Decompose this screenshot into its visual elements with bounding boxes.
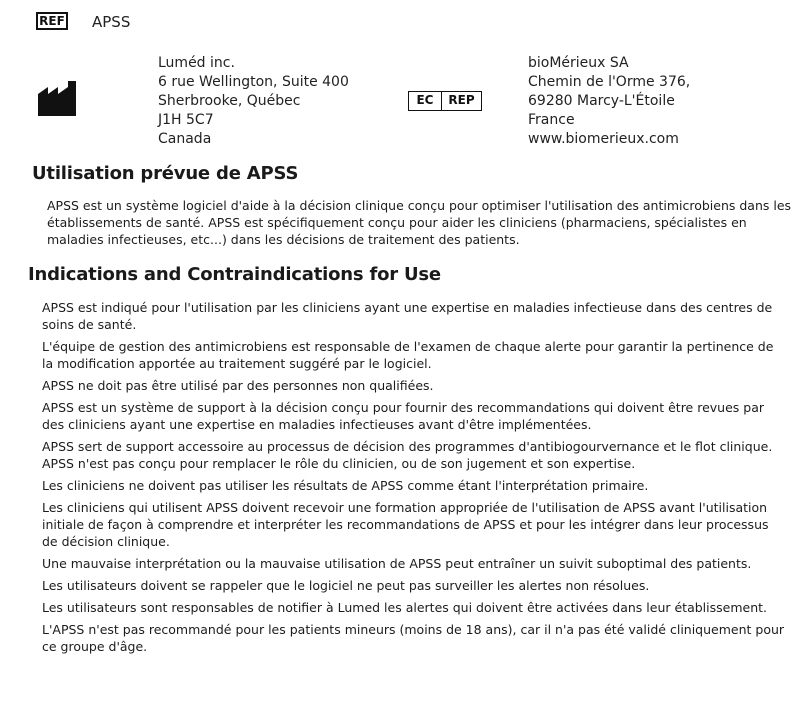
manufacturer-line: Canada — [158, 131, 212, 147]
ec-label: EC — [409, 92, 442, 110]
indication-item: APSS sert de support accessoire au processus de décision des programmes d'antibiogourvernance et le flot clinique. APSS n'est pas conçu pour remplacer le rôle du clinicien, ou de son jugement et son expertise. — [42, 439, 773, 471]
indication-item: L'équipe de gestion des antimicrobiens est responsable de l'examen de chaque alerte pour garantir la pertinence de la modification apportée au traitement suggéré par le logiciel. — [42, 339, 774, 371]
ref-value: APSS — [92, 13, 131, 31]
indication-item: APSS est un système de support à la décision conçu pour fournir des recommandations qui doivent être revues par des cliniciens ayant une expertise en maladies infectieuses avant d'être implémentées. — [42, 400, 765, 432]
rep-line: bioMérieux SA — [528, 55, 629, 71]
rep-line: France — [528, 112, 575, 128]
rep-line: Chemin de l'Orme 376, — [528, 74, 691, 90]
indication-item: Les cliniciens qui utilisent APSS doivent recevoir une formation appropriée de l'utilisation de APSS avant l'utilisation initiale de façon à comprendre et interpréter les recommandations de APSS et pour les intégrer dans leur processus de décision clinique. — [42, 500, 769, 549]
indication-item: Les utilisateurs sont responsables de notifier à Lumed les alertes qui doivent être activées dans leur établissement. — [42, 600, 767, 615]
indication-item: Les cliniciens ne doivent pas utiliser les résultats de APSS comme étant l'interprétation primaire. — [42, 478, 649, 493]
rep-label: REP — [448, 93, 475, 107]
ref-symbol: REF — [36, 12, 68, 30]
intended-use-heading: Utilisation prévue de APSS — [32, 163, 299, 184]
manufacturer-address — [158, 54, 349, 149]
indications-heading: Indications and Contraindications for Use — [28, 264, 441, 285]
intended-use-text: APSS est un système logiciel d'aide à la décision clinique conçu pour optimiser l'utilisation des antimicrobiens dans les établissements de santé. APSS est spécifiquement conçu pour aider les cliniciens (pharmaciens, spécialistes en maladies infectieuses, etc...) dans les décisions de traitement des patients. — [47, 198, 792, 247]
manufacturer-line: J1H 5C7 — [158, 112, 214, 128]
indications-list — [42, 299, 787, 660]
ec-rep-symbol — [408, 91, 482, 111]
factory-icon — [38, 81, 76, 116]
rep-website: www.biomerieux.com — [528, 131, 679, 147]
indication-item: APSS ne doit pas être utilisé par des personnes non qualifiées. — [42, 378, 434, 393]
indication-item: Une mauvaise interprétation ou la mauvaise utilisation de APSS peut entraîner un suivit suboptimal des patients. — [42, 556, 752, 571]
indication-item: L'APSS n'est pas recommandé pour les patients mineurs (moins de 18 ans), car il n'a pas été validé cliniquement pour ce groupe d'âge. — [42, 622, 785, 654]
indication-item: Les utilisateurs doivent se rappeler que le logiciel ne peut pas surveiller les alertes non résolues. — [42, 578, 650, 593]
manufacturer-line: Sherbrooke, Québec — [158, 93, 301, 109]
indication-item: APSS est indiqué pour l'utilisation par les cliniciens ayant une expertise en maladies infectieuse dans des centres de soins de santé. — [42, 300, 773, 332]
manufacturer-line: Luméd inc. — [158, 55, 235, 71]
manufacturer-line: 6 rue Wellington, Suite 400 — [158, 74, 349, 90]
authorized-rep-address — [528, 54, 690, 149]
rep-line: 69280 Marcy-L'Étoile — [528, 93, 675, 109]
